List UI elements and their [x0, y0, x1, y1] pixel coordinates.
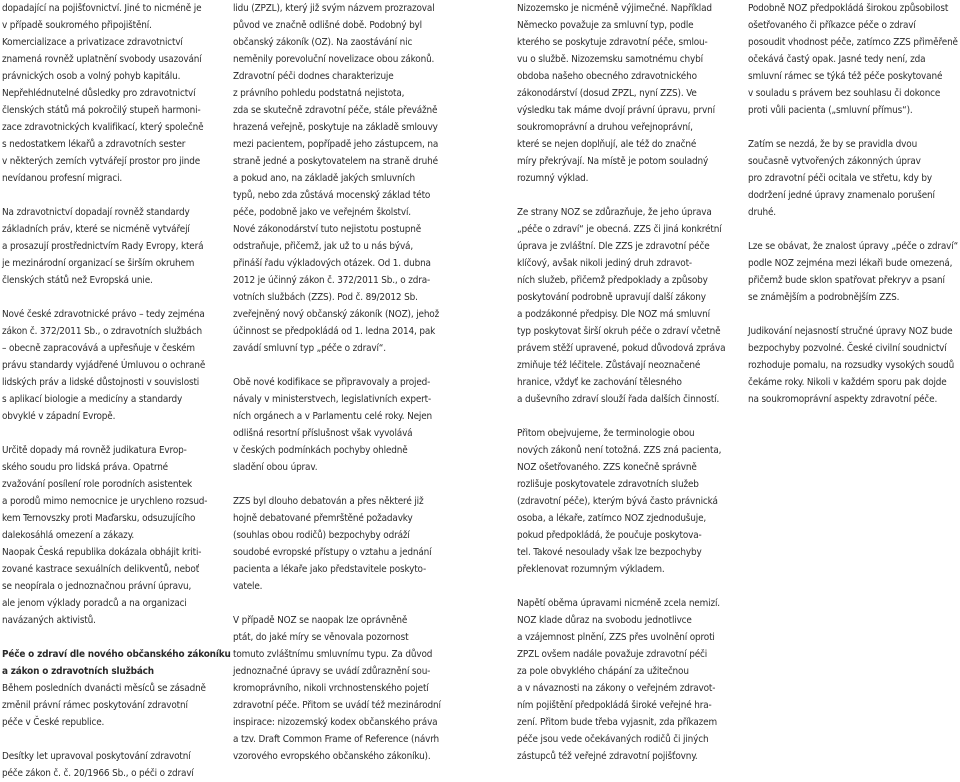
text-line: míry překrývají. Na místě je potom souladný — [517, 156, 709, 167]
text-line: typů, nebo zda zůstává mocenský základ této — [233, 190, 431, 201]
text-line: soudobé evropské přístupy o vztahu a jednání — [233, 547, 432, 558]
text-line: ním pojištění předpokládá široké veřejné hra- — [517, 700, 712, 711]
text-line: a prosazují prostřednictvím Rady Evropy, která — [2, 241, 204, 252]
text-line: Lze se obávat, že znalost úpravy „péče o zdraví“ — [748, 241, 959, 252]
text-line: Judikování nejasností stručné úpravy NOZ bude — [748, 326, 953, 337]
text-line: soukromoprávní a druhou veřejnoprávní, — [517, 122, 693, 133]
text-line: úprava je zvláštní. Dle ZZS je zdravotní péče — [517, 241, 710, 252]
text-line: Zatím se nezdá, že by se pravidla dvou — [748, 139, 918, 150]
text-line: tomuto zvláštnímu smluvnímu typu. Za důvod — [233, 649, 433, 660]
text-line: Na zdravotnictví dopadají rovněž standardy — [2, 207, 190, 218]
text-line: ních služeb, přičemž předpoklady a způsoby — [517, 275, 708, 286]
text-line: pokud předpokládá, že poučuje poskytova- — [517, 530, 702, 541]
text-line: a podzákonné předpisy. Dle NOZ má smluvní — [517, 309, 710, 320]
text-line: čekáme roky. Nikoli v každém sporu pak dojde — [748, 377, 947, 388]
text-line: zmiňuje též léčitele. Zůstávají neoznačené — [517, 360, 701, 371]
text-line: z právního pohledu podstatná nejistota, — [233, 88, 405, 99]
text-line: právem stěží upravené, pokud důvodová zpráva — [517, 343, 726, 354]
text-line: péče jsou vede očekávaných rodičů či jiných — [517, 734, 709, 745]
text-line: zení. Přitom bude třeba vyjasnit, zda příkazem — [517, 717, 717, 728]
text-line: znamená rovněž uplatnění svobody usazování — [2, 54, 202, 65]
text-line: nových zákonů není totožná. ZZS zná pacienta, — [517, 445, 722, 456]
text-line: posoudit vhodnost péče, zatímco ZZS přiměřeně — [748, 37, 958, 48]
paragraph — [233, 493, 469, 595]
text-line: Nové české zdravotnické právo – tedy zejména — [2, 309, 205, 320]
text-line: NOZ klade důraz na svobodu jednotlivce — [517, 615, 692, 626]
text-line: občanský zákoník (OZ). Na zaostávání nic — [233, 37, 413, 48]
text-line: hojně debatované přemrštěné požadavky — [233, 513, 413, 524]
text-line: a tzv. Draft Common Frame of Reference (návrh — [233, 734, 440, 745]
text-line: Napětí oběma úpravami nicméně zcela nemizí. — [517, 598, 720, 609]
paragraph — [233, 68, 469, 357]
paragraph — [748, 323, 960, 408]
text-line: Nové zákonodárství tuto nejistotu postupně — [233, 224, 422, 235]
text-line: typ poskytovat širší okruh péče o zdraví včetně — [517, 326, 721, 337]
text-line: Obě nové kodifikace se připravovaly a projed- — [233, 377, 431, 388]
text-line: „péče o zdraví“ je obecná. ZZS či jiná konkrétní — [517, 224, 722, 235]
text-line: hrazená veřejně, poskytuje na základě smlouvy — [233, 122, 438, 133]
text-line: bezpochyby pozvolné. České civilní soudnictví — [748, 343, 947, 354]
text-line: NOZ ošetřovaného. ZZS konečně správně — [517, 462, 697, 473]
text-line: zace zdravotnických kvalifikací, který společně — [2, 122, 204, 133]
text-line: překlenovat rozumným výkladem. — [517, 564, 665, 575]
text-line: a duševního zdraví slouží řada dalších činností. — [517, 394, 720, 405]
text-line: podle NOZ zejména mezi lékaři bude omezená, — [748, 258, 953, 269]
text-line: dodržení jedné úpravy znamenalo porušení — [748, 190, 935, 201]
text-line: zvažování posílení role porodních asistentek — [2, 479, 193, 490]
text-line: výsledku tak máme dvojí právní úpravu, první — [517, 105, 715, 116]
text-line: za pole obvyklého chápání za užitečnou — [517, 666, 689, 677]
paragraph — [517, 0, 753, 187]
text-line: původ ve značně odlišné době. Podobný byl — [233, 20, 422, 31]
text-line: votních službách (ZZS). Pod č. 89/2012 Sb. — [233, 292, 418, 303]
text-line: odlišná resortní příslušnost však vyvolává — [233, 428, 413, 439]
column-4 — [748, 0, 960, 408]
text-line: sladění obou úprav. — [233, 462, 318, 473]
text-line: rozumný výklad. — [517, 173, 589, 184]
text-line: dalekosáhlá omezení a zákazy. — [2, 530, 135, 541]
text-line: zdravotní péče. Přitom se uvádí též mezinárodní — [233, 700, 441, 711]
text-line: zda se skutečně zdravotní péče, stále převážně — [233, 105, 438, 116]
text-line: přináší řadu výkladových otázek. Od 1. dubna — [233, 258, 431, 269]
text-line: v některých zemích vytvářejí prostor pro jinde — [2, 156, 201, 167]
text-line: s nedostatkem lékařů a zdravotních sester — [2, 139, 186, 150]
column-2 — [233, 0, 469, 765]
text-line: a porodů mimo nemocnice je urychleno rozsud- — [2, 496, 208, 507]
text-line: Německo považuje za smluvní typ, podle — [517, 20, 694, 31]
text-line: klíčový, avšak nikoli jediný druh zdravot- — [517, 258, 692, 269]
paragraph — [748, 238, 960, 306]
paragraph — [233, 612, 469, 765]
text-line: zástupců též veřejné zdravotní pojišťovny. — [517, 751, 698, 762]
column-1 — [2, 0, 238, 782]
text-line: kem Ternovszky proti Maďarsku, odsuzujícího — [2, 513, 196, 524]
text-line: vu o službě. Nizozemsku samotnému chybí — [517, 54, 703, 65]
text-line: právu standardy vyjádřené Úmluvou o ochraně — [2, 360, 206, 371]
text-line: Nizozemsko je nicméně výjimečné. Například — [517, 3, 712, 14]
text-line: pacienta a lékaře jako představitele poskyto- — [233, 564, 427, 575]
text-line: s aplikací biologie a medicíny a standardy — [2, 394, 183, 405]
text-line: osoba, a lékaře, zatímco NOZ zjednodušuje, — [517, 513, 707, 524]
text-line: Podobně NOZ předpokládá širokou způsobilost — [748, 3, 949, 14]
text-line: ptát, do jaké míry se věnovala pozornost — [233, 632, 409, 643]
text-line: V případě NOZ se naopak lze oprávněně — [233, 615, 408, 626]
text-line: základních práv, které se nicméně vytvářejí — [2, 224, 190, 235]
text-line: ních orgánech a v Parlamentu celé roky. Nejen — [233, 411, 433, 422]
text-line: vatele. — [233, 581, 263, 592]
text-line: se neopírala o jednoznačnou právní úpravu, — [2, 581, 192, 592]
text-line: Desítky let upravoval poskytování zdravotní — [2, 751, 191, 762]
column-3 — [517, 0, 753, 765]
text-line: inspirace: nizozemský kodex občanského práva — [233, 717, 438, 728]
text-line: vzorového evropského občanského zákoníku). — [233, 751, 431, 762]
text-line: kterého se poskytuje zdravotní péče, smlou- — [517, 37, 708, 48]
text-line: ZPZL ovšem nadále považuje zdravotní péči — [517, 649, 708, 660]
paragraph — [517, 595, 753, 765]
text-line: účinnost se předpokládá od 1. ledna 2014, pak — [233, 326, 436, 337]
text-line: změnil právní rámec poskytování zdravotní — [2, 700, 188, 711]
text-line: druhé. — [748, 207, 776, 218]
text-line: Nepřehlédnutelné důsledky pro zdravotnictví — [2, 88, 196, 99]
text-line: očekává častý opak. Jasné tedy není, zda — [748, 54, 926, 65]
paragraph — [517, 204, 753, 408]
text-line: ského soudu pro lidská práva. Opatrné — [2, 462, 168, 473]
text-line: zákonodárství (dosud ZPZL, nyní ZZS). Ve — [517, 88, 697, 99]
text-line: návaly v ministerstvech, legislativních expert- — [233, 394, 432, 405]
text-line: v případě soukromého připojištění. — [2, 20, 152, 31]
paragraph — [2, 0, 238, 85]
paragraph — [2, 204, 238, 289]
text-line: zavádí smluvní typ „péče o zdraví“. — [233, 343, 386, 354]
text-line: rozlišuje poskytovatele zdravotních služeb — [517, 479, 699, 490]
text-line: ale jenom výklady poradců a na organizaci — [2, 598, 187, 609]
text-line: 2012 je účinný zákon č. 372/2011 Sb., o zdra- — [233, 275, 431, 286]
text-line: poskytování podrobně upravují další zákony — [517, 292, 706, 303]
text-line: Přitom obejvujeme, že terminologie obou — [517, 428, 695, 439]
text-line: obdoba našeho obecného zdravotnického — [517, 71, 697, 82]
text-line: proti vůli pacienta („smluvní přímus“). — [748, 105, 913, 116]
paragraph — [517, 425, 753, 578]
paragraph — [748, 0, 960, 119]
text-line: zákon č. 372/2011 Sb., o zdravotních službách — [2, 326, 202, 337]
text-line: zveřejněný nový občanský zákoník (NOZ), jehož — [233, 309, 440, 320]
text-line: neměnily porevoluční novelizace obou zákonů. — [233, 54, 435, 65]
paragraph — [2, 85, 238, 187]
paragraph — [2, 748, 238, 782]
text-line: péče zákon č. č. 20/1966 Sb., o péči o zdraví — [2, 768, 194, 779]
text-line: obvyklé v západní Evropě. — [2, 411, 116, 422]
text-line: Během posledních dvanácti měsíců se zásadně — [2, 683, 206, 694]
text-line: Určitě dopady má rovněž judikatura Evrop- — [2, 445, 187, 456]
text-line: na soukromoprávní aspekty zdravotní péče. — [748, 394, 938, 405]
text-line: smluvní rámec se týká též péče poskytované — [748, 71, 943, 82]
paragraph — [233, 374, 469, 476]
text-line: ZZS byl dlouho debatován a přes některé již — [233, 496, 424, 507]
text-line: straně jedné a poskytovatelem na straně druhé — [233, 156, 438, 167]
text-line: mezi pacientem, popřípadě jeho zástupcem, na — [233, 139, 439, 150]
text-line: (zdravotní péče), kterým bývá často právnická — [517, 496, 718, 507]
text-line: odstraňuje, přičemž, jak už to u nás bývá, — [233, 241, 414, 252]
text-line: a v návaznosti na zákony o veřejném zdravot- — [517, 683, 716, 694]
paragraph — [233, 0, 469, 68]
text-line: členských států má pokročilý stupeň harmoni- — [2, 105, 201, 116]
text-line: jednoznačné úpravy se uvádí zdůraznění sou- — [233, 666, 431, 677]
text-line: lidských práv a lidské důstojnosti v souvislosti — [2, 377, 200, 388]
text-line: navázaných aktivistů. — [2, 615, 96, 626]
text-line: se známějším a podrobnějším ZZS. — [748, 292, 900, 303]
text-line: pro zdravotní péči ocitala ve střetu, kdy by — [748, 173, 933, 184]
paragraph — [2, 306, 238, 425]
text-line: zované kastrace sexuálních delikventů, neboť — [2, 564, 200, 575]
text-line: členských států než Evropská unie. — [2, 275, 153, 286]
text-line: je mezinárodní organizací se širším okruhem — [2, 258, 195, 269]
text-line: – obecně zapracovává a upřesňuje v českém — [2, 343, 195, 354]
paragraph — [2, 646, 238, 731]
text-line: tel. Takové nesoulady však lze bezpochyby — [517, 547, 702, 558]
text-line: Ze strany NOZ se zdůrazňuje, že jeho úprava — [517, 207, 712, 218]
text-line: kromoprávního, nikoli vrchnostenského pojetí — [233, 683, 429, 694]
text-line: v českých podmínkách pochyby ohledně — [233, 445, 408, 456]
section-heading-line: Péče o zdraví dle nového občanského zákoníku — [2, 649, 231, 660]
text-line: v souladu s právem bez souhlasu či dokonce — [748, 88, 941, 99]
text-line: právnických osob a volný pohyb kapitálu. — [2, 71, 181, 82]
text-line: rozhoduje pomalu, na rozsudky vysokých soudů — [748, 360, 955, 371]
text-line: dopadající na pojišťovnictví. Jiné to nicméně je — [2, 3, 202, 14]
text-line: (souhlas obou rodičů) bezpochyby odráží — [233, 530, 410, 541]
text-line: současně vytvořených zákonných úprav — [748, 156, 921, 167]
text-line: a vzájemnost plnění, ZZS přes uvolnění oproti — [517, 632, 715, 643]
text-line: péče v České republice. — [2, 717, 105, 728]
text-line: ošetřovaného či příkazce péče o zdraví — [748, 20, 916, 31]
paragraph — [748, 136, 960, 221]
text-line: Komercializace a privatizace zdravotnictví — [2, 37, 183, 48]
text-line: lidu (ZPZL), který již svým názvem prozrazoval — [233, 3, 435, 14]
text-line: Naopak Česká republika dokázala obhájit kriti- — [2, 547, 202, 558]
text-line: Zdravotní péči dodnes charakterizuje — [233, 71, 394, 82]
text-line: a pokud ano, na základě jakých smluvních — [233, 173, 415, 184]
text-line: přičemž bude sklon spatřovat překryv a psaní — [748, 275, 945, 286]
text-line: nevídanou profesní migraci. — [2, 173, 123, 184]
text-line: hranice, vždyť ke zachování tělesného — [517, 377, 682, 388]
text-line: které se nejen doplňují, ale též do značné — [517, 139, 697, 150]
paragraph — [2, 442, 238, 629]
text-line: péče, podobně jako ve veřejném školství. — [233, 207, 411, 218]
section-heading-line: a zákon o zdravotních službách — [2, 666, 154, 677]
